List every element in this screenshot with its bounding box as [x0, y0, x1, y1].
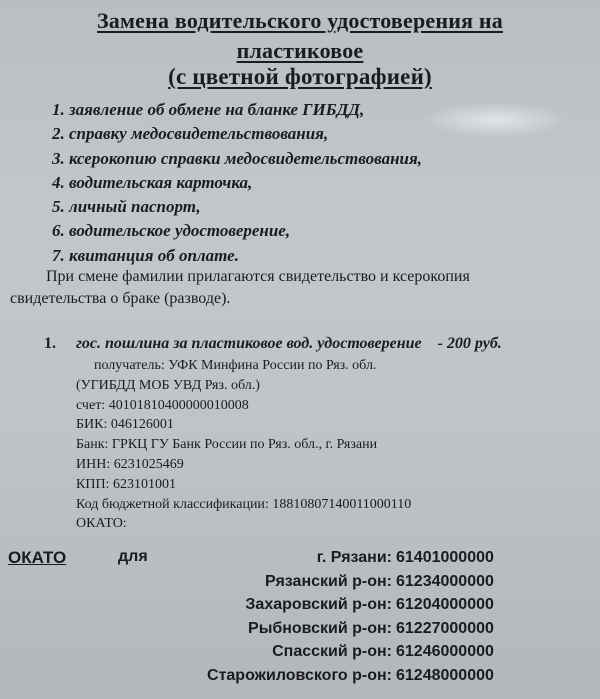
requirement-item: 6. водительское удостоверение, [52, 221, 291, 241]
payment-detail-line: счет: 40101810400000010008 [76, 397, 249, 413]
surname-change-note [10, 266, 590, 310]
payment-detail-line: получатель: УФК Минфина России по Ряз. обл. [94, 358, 377, 373]
title-line-3: (с цветной фотографией) [168, 64, 432, 89]
okato-region-name: Старожиловского р-он: [207, 666, 392, 684]
payment-detail-line: ИНН: 6231025469 [76, 456, 184, 472]
fee-heading [76, 335, 596, 353]
okato-region-codes [396, 548, 494, 690]
fee-heading-text: гос. пошлина за пластиковое вод. удостоверение [76, 335, 422, 352]
payment-detail-line: КПП: 623101001 [76, 476, 176, 492]
okato-region-names [207, 548, 392, 690]
okato-for-word: для [118, 548, 148, 565]
okato-region-code: 61234000000 [396, 572, 494, 590]
fee-price: - 200 руб. [437, 335, 502, 352]
okato-region-code: 61204000000 [396, 596, 494, 614]
note-line-1: При смене фамилии прилагаются свидетельство и ксерокопия [46, 268, 470, 285]
payment-detail-line: (УГИБДД МОБ УВД Ряз. обл.) [76, 377, 260, 393]
payment-details [76, 356, 596, 534]
requirement-item: 2. справку медосвидетельствования, [52, 124, 329, 144]
okato-region-name: Рыбновский р-он: [248, 619, 392, 637]
okato-region-name: Спасский р-он: [272, 643, 392, 661]
okato-region-name: Рязанский р-он: [265, 572, 392, 590]
payment-detail-line: ОКАТО: [76, 516, 127, 532]
requirement-item: 1. заявление об обмене на бланке ГИБДД, [52, 100, 365, 119]
payment-detail-line: БИК: 046126001 [76, 417, 174, 433]
fee-number: 1. [44, 335, 56, 352]
okato-region-code: 61227000000 [396, 619, 494, 637]
requirements-list [52, 98, 592, 268]
okato-region-code: 61401000000 [396, 549, 494, 566]
okato-label: ОКАТО [8, 548, 67, 567]
requirement-item: 5. личный паспорт, [52, 197, 201, 217]
title-line-1: Замена водительского удостоверения на [96, 8, 504, 33]
okato-region-name: Захаровский р-он: [245, 596, 392, 614]
okato-region-name: г. Рязани: [316, 549, 392, 566]
okato-region-code: 61248000000 [396, 666, 494, 684]
okato-region-code: 61246000000 [396, 643, 494, 661]
requirement-item: 3. ксерокопию справки медосвидетельствования, [52, 148, 422, 168]
note-line-2: свидетельства о браке (разводе). [10, 290, 231, 307]
title-line-2: пластиковое [236, 38, 364, 63]
payment-detail-line: Банк: ГРКЦ ГУ Банк России по Ряз. обл., г. Рязани [76, 437, 378, 453]
requirement-item: 4. водительская карточка, [52, 172, 253, 192]
payment-detail-line: Код бюджетной классификации: 18810807140011000110 [76, 496, 412, 512]
requirement-item: 7. квитанция об оплате. [52, 245, 239, 265]
